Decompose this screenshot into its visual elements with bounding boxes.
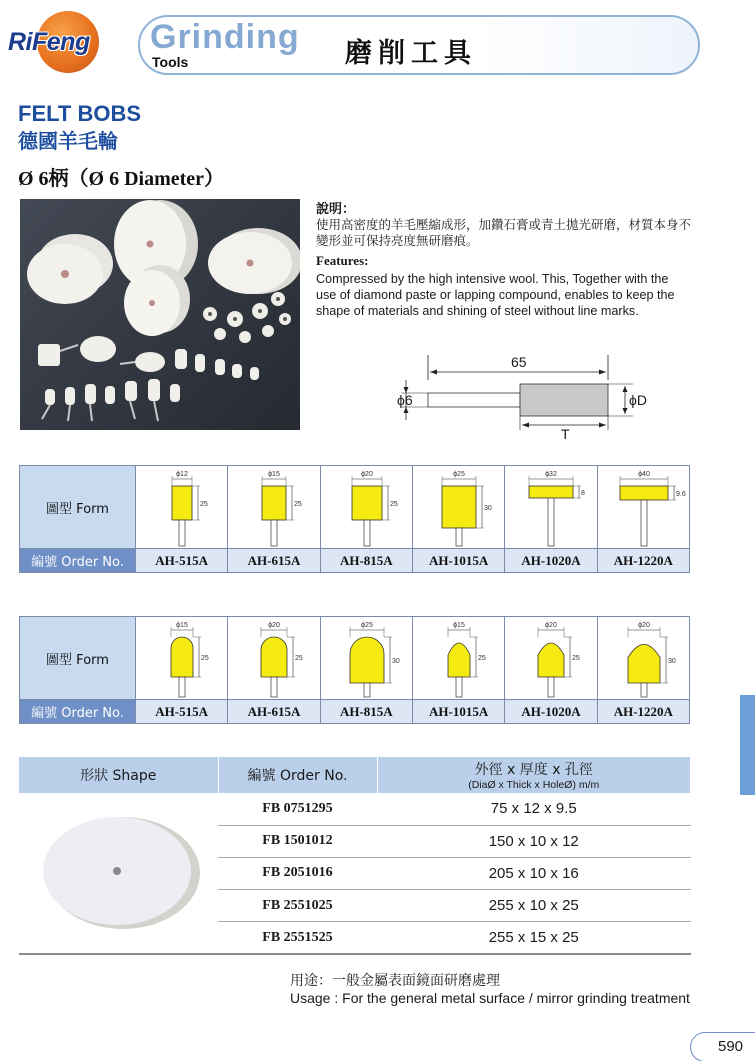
order-code: AH-1020A [505,700,597,724]
dim-diameter-label: ϕD [629,392,647,408]
features-text: Compressed by the high intensive wool. This, Together with the use of diamond paste or lapping compound, enables to keep the shape of materials and shining of steel without line marks. [316,272,675,318]
bob-shank [456,528,462,546]
bullet-form-cell [597,617,689,700]
bob-diameter-label: ϕ25 [360,622,373,629]
bob-head [448,643,470,677]
bob-diagram [321,466,413,548]
order-code: AH-1220A [597,700,689,724]
features-heading: Features: [316,253,369,268]
order-code: AH-815A [320,549,412,573]
description-text-cn: 使用高密度的羊毛壓縮成形，加鑽石膏或青土拋光研磨，材質本身不變形並可保持亮度無研磨痕。 [316,217,692,248]
order-code: AH-615A [228,549,320,573]
bob-diameter-label: ϕ20 [268,622,281,629]
bob-head [261,637,287,677]
bob-length-label: 25 [201,655,209,662]
page-title: Grinding [150,18,300,56]
product-photo [20,199,300,430]
bob-diameter-label: ϕ25 [453,471,465,478]
bob-length-label: 25 [572,655,581,662]
bob-head [262,486,286,520]
col-order-header: 編號 Order No. [218,757,377,793]
cylinder-form-cell [320,466,412,549]
bob-diameter-label: ϕ20 [637,622,650,629]
form-label: 圖型 Form [20,466,136,549]
bob-length-label: 25 [389,501,398,508]
felt-wheel-spec-table [19,757,691,955]
bullet-form-cell [505,617,597,700]
bob-head [172,486,192,520]
dims-value: 255 x 10 x 25 [377,890,691,922]
cylinder-form-cell [597,466,689,549]
order-code: FB 2551025 [218,890,377,922]
dims-value: 255 x 15 x 25 [377,922,691,954]
cylinder-form-cell [505,466,597,549]
bob-head [529,486,573,498]
bob-head [538,643,564,677]
usage-text-cn: 用途：一般金屬表面鏡面研磨處理 [290,973,500,989]
order-no-label: 編號 Order No. [20,700,136,724]
product-title-cn: 德國羊毛輪 [18,129,118,153]
cylinder-form-cell [136,466,228,549]
bob-diagram [598,617,690,699]
order-code: FB 2051016 [218,857,377,889]
bullet-form-cell [136,617,228,700]
logo-text: RiFeng [8,28,90,56]
bob-shank [641,500,647,546]
order-no-label: 編號 Order No. [20,549,136,573]
bullet-bobs-table [19,616,690,724]
dim-shank-label: ϕ6 [397,392,413,408]
bob-diameter-label: ϕ32 [545,471,558,478]
bob-shank [456,677,462,697]
dims-value: 205 x 10 x 16 [377,857,691,889]
bob-diagram [505,617,597,699]
order-code: FB 2551525 [218,922,377,954]
bob-length-label: 30 [483,505,492,512]
page-number: 590 [718,1038,744,1055]
dims-value: 75 x 12 x 9.5 [377,793,691,825]
dimension-drawing [393,350,647,442]
bob-length-label: 8 [581,490,586,497]
col-shape-header: 形狀 Shape [19,757,218,793]
bob-shank [271,520,277,546]
order-code: AH-815A [320,700,412,724]
bullet-form-cell [412,617,504,700]
bob-diagram [136,466,228,548]
order-code: AH-615A [228,700,320,724]
bob-shank [179,520,185,546]
bob-diameter-label: ϕ15 [268,471,281,478]
product-title: FELT BOBS [18,101,142,126]
bob-head [352,486,382,520]
cylinder-form-cell [228,466,320,549]
col-dims-subtitle: (DiaØ x Thick x HoleØ) m/m [468,779,600,791]
bob-diagram [321,617,413,699]
order-code: AH-1015A [412,549,504,573]
bob-length-label: 25 [295,655,304,662]
table-row [19,793,691,825]
col-dims-header [377,757,691,793]
bob-shank [179,677,185,697]
bullet-form-cell [228,617,320,700]
diameter-heading: Ø 6柄（Ø 6 Diameter） [18,168,225,190]
page-title-cn: 磨削工具 [345,38,477,69]
order-code: AH-515A [136,549,228,573]
bob-diagram [228,617,320,699]
bob-shank [548,677,554,697]
form-label: 圖型 Form [20,617,136,700]
description-heading-cn: 說明： [316,202,356,217]
bob-diagram [228,466,320,548]
bob-length-label: 30 [667,658,676,665]
bob-diagram [598,466,690,548]
cylinder-bobs-table [19,465,690,573]
order-code: FB 1501012 [218,825,377,857]
bob-head [350,637,384,683]
bob-length-label: 9.6 [675,491,686,498]
bob-shank [641,683,647,697]
bob-diagram [413,617,505,699]
bob-diameter-label: ϕ20 [360,471,373,478]
bob-length-label: 25 [200,501,208,508]
bob-diagram [413,466,505,548]
col-dims-title: 外徑 x 厚度 x 孔徑 [474,762,593,778]
bob-head [628,644,660,683]
order-code: AH-1015A [412,700,504,724]
cylinder-form-cell [412,466,504,549]
page-subtitle: Tools [152,54,189,70]
bob-shank [271,677,277,697]
bob-length-label: 25 [477,655,486,662]
bob-shank [364,683,370,697]
bob-length-label: 30 [391,658,400,665]
dim-thickness-label: T [561,426,570,442]
bob-head [442,486,476,528]
order-code: AH-1220A [597,549,689,573]
bob-diameter-label: ϕ20 [545,622,558,629]
order-code: AH-515A [136,700,228,724]
bob-shank [548,498,554,546]
bob-diameter-label: ϕ40 [637,471,650,478]
bob-diameter-label: ϕ15 [176,622,188,629]
dim-length-label: 65 [511,354,527,370]
felt-wheel-shape [19,793,218,954]
section-side-tab [740,695,755,795]
usage-text-en: Usage : For the general metal surface / mirror grinding treatment [290,990,690,1006]
order-code: FB 0751295 [218,793,377,825]
bullet-form-cell [320,617,412,700]
bob-diameter-label: ϕ12 [176,471,188,478]
bob-length-label: 25 [294,501,303,508]
bob-head [171,637,193,677]
bob-head [620,486,668,500]
bob-diameter-label: ϕ15 [453,622,465,629]
dims-value: 150 x 10 x 12 [377,825,691,857]
bob-diagram [136,617,228,699]
bob-shank [364,520,370,546]
bob-diagram [505,466,597,548]
order-code: AH-1020A [505,549,597,573]
